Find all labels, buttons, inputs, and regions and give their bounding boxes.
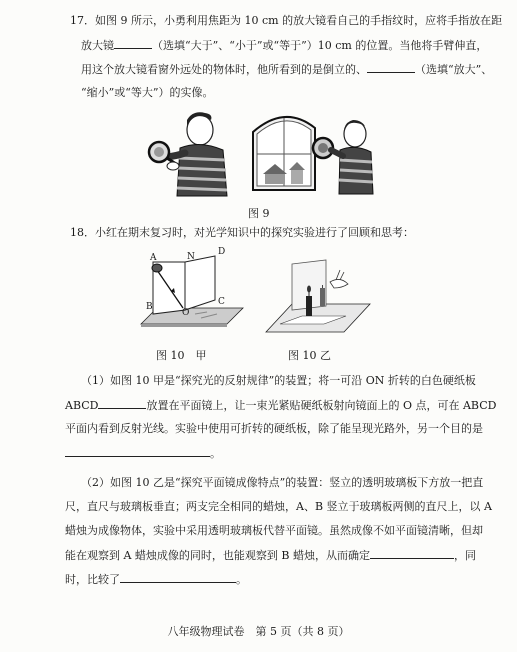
q17-line2 xyxy=(81,38,487,53)
q18-p2-line5 xyxy=(65,572,247,587)
label-D: D xyxy=(218,247,226,257)
q18-p2-line4 xyxy=(65,548,476,563)
q17-line4: “缩小”或“等大”）的实像。 xyxy=(81,86,214,99)
q18-p2-line5-start: 时，比较了 xyxy=(65,573,120,586)
q17-line3-end: （选填“放大”、 xyxy=(415,63,493,76)
figure-10-b-caption: 图 10 乙 xyxy=(288,349,331,362)
q18-p1-line4-end: 。 xyxy=(210,447,221,460)
figure-9-right-illustration xyxy=(245,104,375,196)
q18-p2-line1: （2）如图 10 乙是“探究平面镜成像特点”的装置：竖立的透明玻璃板下方放一把直 xyxy=(81,476,484,489)
q17-line2-start: 放大镜 xyxy=(81,39,114,52)
figure-10-a-caption: 图 10 甲 xyxy=(156,349,207,362)
q17-line2-end: （选填“大于”、“小于”或“等于”）10 cm 的位置。当他将手臂伸直， xyxy=(152,39,488,52)
figure-10-a-diagram xyxy=(135,252,245,334)
q18-p2-line2: 尺，直尺与玻璃板垂直；两支完全相同的蜡烛，A、B 竖立于玻璃板两侧的直尺上，以 A xyxy=(65,500,492,513)
q18-p2-line5-end: 。 xyxy=(236,573,247,586)
q17-line3 xyxy=(81,62,492,77)
label-C: C xyxy=(218,297,225,307)
label-A: A xyxy=(150,253,157,263)
q18-intro: 18．小红在期末复习时，对光学知识中的探究实验进行了回顾和思考： xyxy=(70,226,414,239)
figure-9-left-illustration xyxy=(145,108,245,198)
q17-blank-1[interactable] xyxy=(114,38,152,49)
q18-p1-line2-start: ABCD xyxy=(65,399,99,412)
q18-p1-line2-end: 放置在平面镜上，让一束光紧贴硬纸板射向镜面上的 O 点，可在 ABCD xyxy=(146,399,497,412)
figure-9-caption: 图 9 xyxy=(248,207,270,220)
q18-p1-line4 xyxy=(65,446,221,461)
q18-blank-3[interactable] xyxy=(370,548,454,559)
q18-p2-line4-start: 能在观察到 A 蜡烛成像的同时，也能观察到 B 蜡烛，从而确定 xyxy=(65,549,371,562)
page-footer: 八年级物理试卷 第 5 页（共 8 页） xyxy=(167,625,350,638)
q17-blank-2[interactable] xyxy=(367,62,415,73)
q18-blank-4[interactable] xyxy=(120,572,236,583)
q18-blank-1[interactable] xyxy=(98,398,146,409)
q18-p1-line2 xyxy=(65,398,496,413)
q18-blank-2[interactable] xyxy=(65,446,210,457)
q18-p2-line4-end: ，同 xyxy=(454,549,477,562)
label-B: B xyxy=(146,302,153,312)
figure-10-b-diagram xyxy=(262,258,372,336)
q18-p1-line1: （1）如图 10 甲是“探究光的反射规律”的装置；将一可沿 ON 折转的白色硬纸板 xyxy=(81,374,476,387)
q18-p1-line3: 平面内看到反射光线。实验中使用可折转的硬纸板，除了能呈现光路外，另一个目的是 xyxy=(65,422,483,435)
label-O: O xyxy=(182,308,190,318)
q17-line3-start: 用这个放大镜看窗外远处的物体时，他所看到的是倒立的、 xyxy=(81,63,367,76)
q18-p2-line3: 蜡烛为成像物体，实验中采用透明玻璃板代替平面镜。虽然成像不如平面镜清晰，但却 xyxy=(65,524,483,537)
label-N: N xyxy=(187,252,195,262)
q17-line1: 17．如图 9 所示，小勇利用焦距为 10 cm 的放大镜看自己的手指纹时，应将手指放在距 xyxy=(70,14,503,27)
